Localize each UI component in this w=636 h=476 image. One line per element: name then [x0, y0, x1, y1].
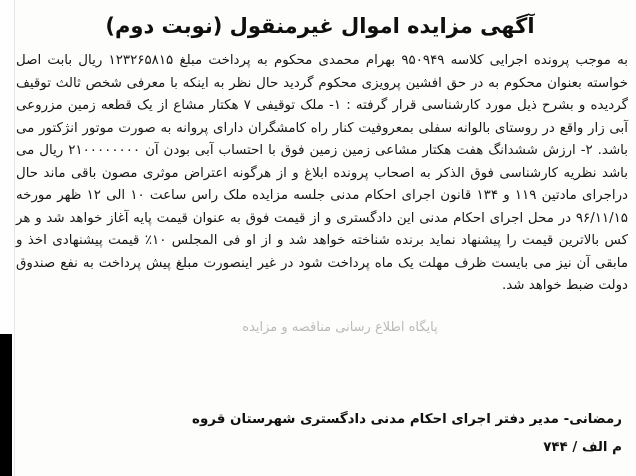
notice-paragraph: به موجب پرونده اجرایی کلاسه ۹۵۰۹۴۹ بهرام محمدی محکوم به پرداخت مبلغ ۱۲۳۲۶۵۸۱۵ ریال بابت اصل خواسته بعنوان محکوم به در حق افشین پرویزی محکوم گردید حال نظر به اینکه با معرفی شخص ثالث توقیف گردیده و بشرح ذیل مورد کارشناسی قرار گرفته : ۱- ملک توقیفی ۷ هکتار مشاع از یک قطعه زمین مزروعی آبی زار واقع در روستای بالوانه سفلی بمعروفیت کنار راه کامشگران دارای پروانه به صورت موتور انژکتور می باشد. ۲- ارزش ششدانگ هفت هکتار مشاعی زمین زمین فوق با احتساب آبی بودن آن ۲۱۰۰۰۰۰۰۰۰ ریال می باشد نظریه کارشناسی فوق الذکر به اصحاب پرونده ابلاغ و از هرگونه اعتراض موثری مصون باقی ماند حال دراجرای مادتین ۱۱۹ و ۱۳۴ قانون اجرای احکام مدنی جلسه مزایده ملک راس ساعت ۱۰ الی ۱۲ ظهر مورخه ۹۶/۱۱/۱۵ در محل اجرای احکام مدنی این دادگستری و از قیمت فوق به عنوان قیمت پایه آغاز خواهد شد و هر کس بالاترین قیمت را پیشنهاد نماید برنده شناخته خواهد شد و از او فی المجلس ۱۰٪ قیمت پیشنهادی اخذ و مابقی آن نیز می بایست ظرف مهلت یک ماه پرداخت شود در غیر اینصورت مبلغ پیش پرداخت به نفع صندوق دولت ضبط خواهد شد. [16, 53, 629, 293]
scan-shadow-bar [0, 334, 12, 476]
signature-line: رمضانی- مدیر دفتر اجرای احکام مدنی دادگستری شهرستان قروه [192, 412, 622, 427]
notice-title: آگهی مزایده اموال غیرمنقول (نوبت دوم) [105, 14, 535, 38]
watermark: پایگاه اطلاع رسانی مناقصه و مزایده [242, 320, 438, 335]
notice-body [16, 50, 628, 298]
reference-code: م الف / ۷۴۴ [543, 440, 622, 455]
